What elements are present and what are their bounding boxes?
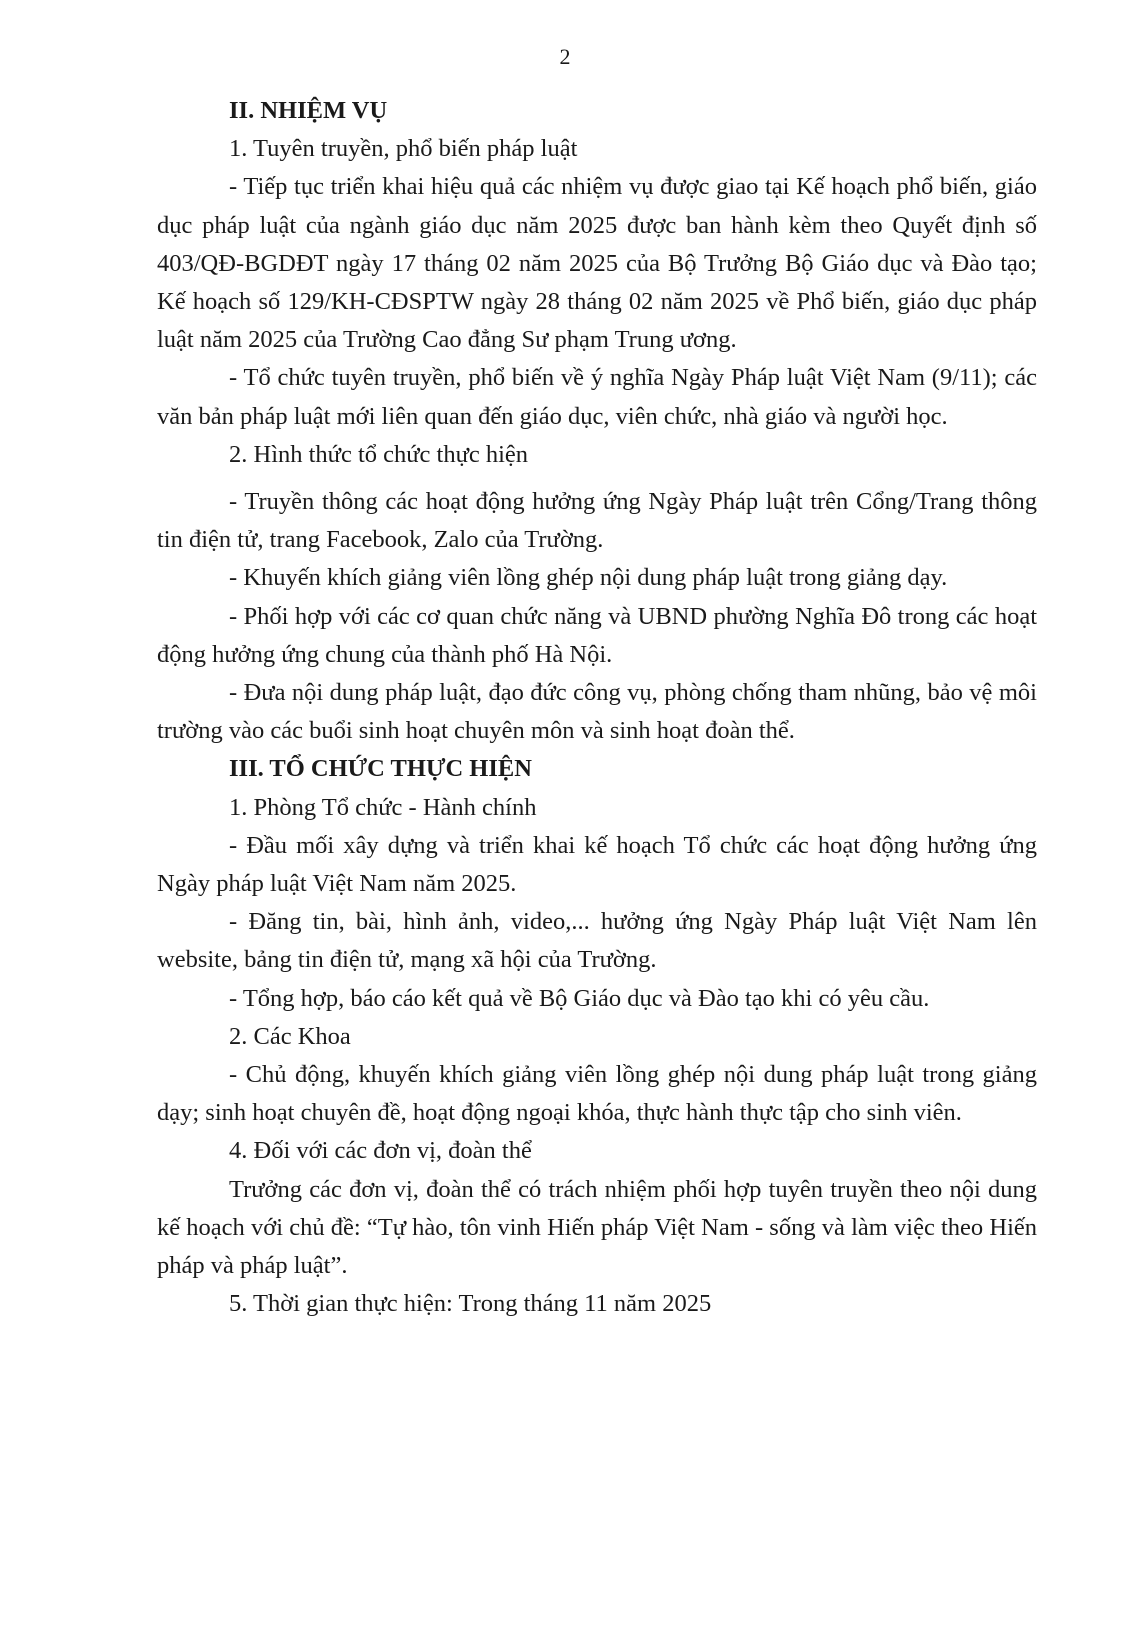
section-heading-nhiem-vu: II. NHIỆM VỤ [229, 97, 388, 124]
paragraph: - Chủ động, khuyến khích giảng viên lồng ghép nội dung pháp luật trong giảng dạy; sinh hoạt chuyên đề, hoạt động ngoại khóa, thực hành thực tập cho sinh viên. [157, 1061, 1037, 1127]
paragraph: - Tổ chức tuyên truyền, phổ biến về ý nghĩa Ngày Pháp luật Việt Nam (9/11); các văn bản pháp luật mới liên quan đến giáo dục, viên chức, nhà giáo và người học. [157, 364, 1037, 430]
paragraph: - Tiếp tục triển khai hiệu quả các nhiệm vụ được giao tại Kế hoạch phổ biến, giáo dục pháp luật của ngành giáo dục năm 2025 được ban hành kèm theo Quyết định số 403/QĐ-BGDĐT ngày 17 tháng 02 năm 2025 của Bộ Trưởng Bộ Giáo dục và Đào tạo; Kế hoạch số 129/KH-CĐSPTW ngày 28 tháng 02 năm 2025 về Phổ biến, giáo dục pháp luật năm 2025 của Trường Cao đẳng Sư phạm Trung ương. [157, 173, 1037, 354]
paragraph: - Tổng hợp, báo cáo kết quả về Bộ Giáo dục và Đào tạo khi có yêu cầu. [229, 984, 930, 1012]
paragraph: 5. Thời gian thực hiện: Trong tháng 11 năm 2025 [229, 1290, 712, 1318]
paragraph: - Khuyến khích giảng viên lồng ghép nội dung pháp luật trong giảng dạy. [229, 564, 948, 592]
document-body [157, 92, 1037, 1324]
subsection-heading: 2. Các Khoa [229, 1022, 351, 1050]
section-heading-to-chuc-thuc-hien: III. TỔ CHỨC THỰC HIỆN [229, 755, 532, 783]
paragraph: - Đầu mối xây dựng và triển khai kế hoạch Tổ chức các hoạt động hưởng ứng Ngày pháp luật Việt Nam năm 2025. [157, 831, 1037, 898]
subsection-heading: 1. Phòng Tổ chức - Hành chính [229, 793, 537, 821]
paragraph: Trưởng các đơn vị, đoàn thể có trách nhiệm phối hợp tuyên truyền theo nội dung kế hoạch với chủ đề: “Tự hào, tôn vinh Hiến pháp Việt Nam - sống và làm việc theo Hiến pháp và pháp luật”. [157, 1175, 1037, 1280]
subsection-heading: 4. Đối với các đơn vị, đoàn thể [229, 1137, 532, 1165]
page-number: 2 [559, 44, 571, 69]
paragraph: - Đưa nội dung pháp luật, đạo đức công vụ, phòng chống tham nhũng, bảo vệ môi trường vào các buổi sinh hoạt chuyên môn và sinh hoạt đoàn thể. [157, 679, 1037, 745]
subsection-heading: 2. Hình thức tổ chức thực hiện [229, 440, 529, 468]
paragraph: - Phối hợp với các cơ quan chức năng và UBND phường Nghĩa Đô trong các hoạt động hưởng ứng chung của thành phố Hà Nội. [157, 602, 1037, 668]
paragraph: - Đăng tin, bài, hình ảnh, video,... hưởng ứng Ngày Pháp luật Việt Nam lên website, bảng tin điện tử, mạng xã hội của Trường. [157, 908, 1037, 974]
paragraph: - Truyền thông các hoạt động hưởng ứng Ngày Pháp luật trên Cổng/Trang thông tin điện tử, trang Facebook, Zalo của Trường. [157, 488, 1037, 554]
subsection-heading: 1. Tuyên truyền, phổ biến pháp luật [229, 135, 578, 163]
